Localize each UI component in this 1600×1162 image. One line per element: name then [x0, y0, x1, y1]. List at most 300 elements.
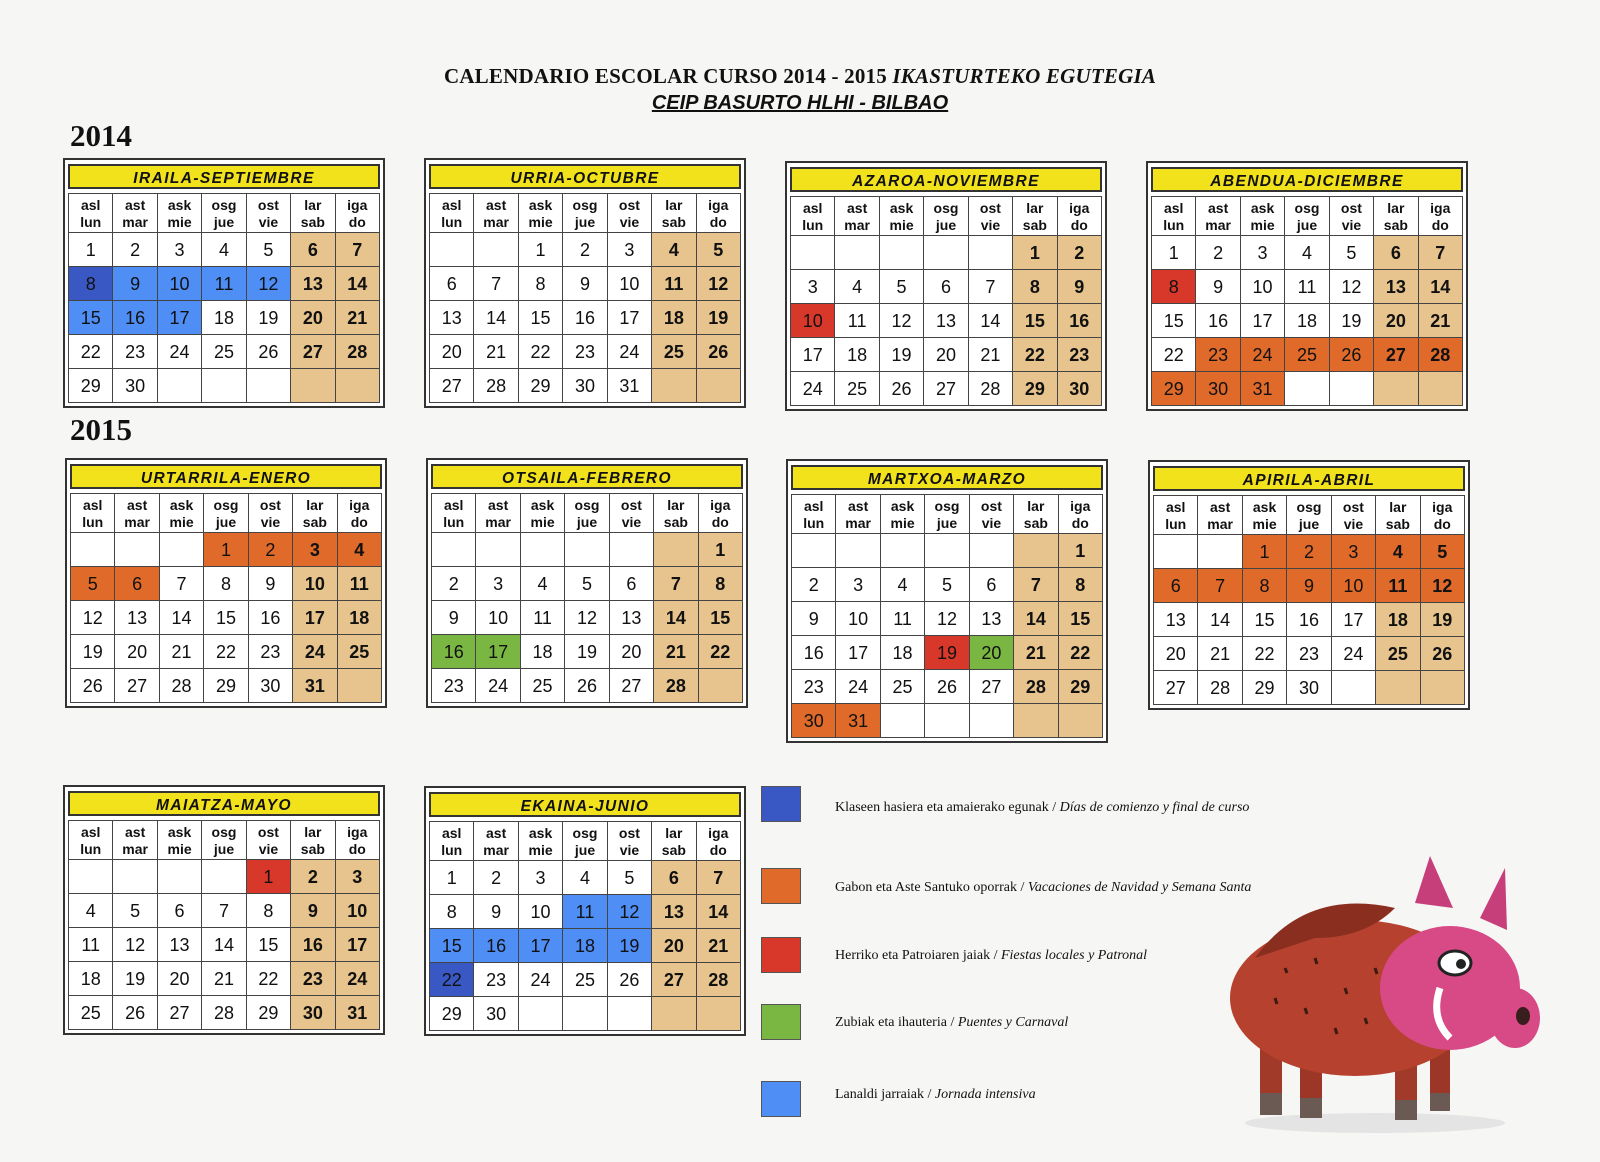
day-cell: 19: [71, 635, 115, 669]
day-cell: 5: [247, 233, 291, 267]
legend-item-start-end: [835, 800, 1249, 816]
weekday-header: [1419, 197, 1463, 236]
weekday-eus: iga: [708, 197, 729, 213]
day-cell: 14: [202, 928, 246, 962]
weekday-header: [563, 822, 607, 861]
day-cell: 10: [476, 601, 520, 635]
day-cell: 29: [247, 996, 291, 1030]
month-header: IRAILA-SEPTIEMBRE: [68, 164, 380, 189]
day-cell: 10: [608, 267, 652, 301]
legend-swatch-start-end: [761, 786, 801, 822]
weekday-eus: ast: [486, 825, 507, 841]
weekday-header: [202, 821, 246, 860]
day-cell: 29: [430, 997, 474, 1031]
empty-cell: [1419, 372, 1463, 406]
day-cell: 11: [563, 895, 607, 929]
weekday-header: [293, 494, 337, 533]
day-cell: 14: [1419, 270, 1463, 304]
day-cell: 4: [881, 568, 925, 602]
day-cell: 17: [608, 301, 652, 335]
day-cell: 20: [291, 301, 335, 335]
day-cell: 6: [158, 894, 202, 928]
day-cell: 7: [202, 894, 246, 928]
weekday-eus: lar: [1387, 200, 1405, 216]
day-cell: 25: [69, 996, 113, 1030]
day-cell: 4: [835, 270, 879, 304]
day-cell: 24: [836, 670, 880, 704]
legend-label-es: Jornada intensiva: [934, 1087, 1036, 1102]
day-cell: 9: [474, 895, 518, 929]
day-cell: 10: [293, 567, 337, 601]
weekday-es: mie: [169, 514, 194, 530]
weekday-es: mar: [844, 217, 870, 233]
day-cell: 19: [247, 301, 291, 335]
day-cell: 25: [563, 963, 607, 997]
day-cell: 9: [249, 567, 293, 601]
calendar-title: [0, 64, 1600, 89]
weekday-header: [836, 495, 880, 534]
weekday-header: [1152, 197, 1196, 236]
legend-label-eus: Gabon eta Aste Santuko oporrak /: [835, 880, 1028, 895]
day-cell: 24: [1241, 338, 1285, 372]
day-cell: 15: [430, 929, 474, 963]
day-cell: 17: [836, 636, 880, 670]
weekday-header: [336, 194, 380, 233]
weekday-es: mar: [122, 841, 148, 857]
weekday-eus: ast: [1208, 200, 1229, 216]
weekday-eus: ost: [618, 197, 640, 213]
legend-label-es: Fiestas locales y Patronal: [1000, 948, 1148, 963]
day-cell: 10: [836, 602, 880, 636]
weekday-header: [336, 821, 380, 860]
day-cell: 3: [158, 233, 202, 267]
day-cell: 12: [247, 267, 291, 301]
day-cell: 31: [293, 669, 337, 703]
month-june: [424, 786, 746, 1036]
day-cell: 2: [249, 533, 293, 567]
weekday-header: [1332, 496, 1376, 535]
day-cell: 4: [202, 233, 246, 267]
day-cell: 11: [521, 601, 565, 635]
empty-cell: [881, 704, 925, 738]
weekday-es: vie: [980, 217, 1001, 233]
day-cell: 10: [791, 304, 835, 338]
day-cell: 5: [1330, 236, 1374, 270]
day-cell: 11: [202, 267, 246, 301]
weekday-eus: iga: [347, 824, 368, 840]
month-header: OTSAILA-FEBRERO: [431, 464, 743, 489]
weekday-eus: iga: [1069, 200, 1090, 216]
day-cell: 31: [1241, 372, 1285, 406]
weekday-eus: lar: [667, 497, 685, 513]
weekday-es: mar: [122, 214, 148, 230]
month-grid: [1153, 495, 1465, 705]
day-cell: 5: [697, 233, 741, 267]
weekday-header: [791, 197, 835, 236]
legend-item-holidays: [835, 880, 1251, 896]
day-cell: 16: [113, 301, 157, 335]
weekday-header: [204, 494, 248, 533]
day-cell: 18: [1285, 304, 1329, 338]
weekday-eus: osg: [211, 824, 237, 840]
day-cell: 7: [474, 267, 518, 301]
weekday-header: [291, 194, 335, 233]
day-cell: 11: [1376, 569, 1420, 603]
day-cell: 6: [610, 567, 654, 601]
day-cell: 1: [519, 233, 563, 267]
empty-cell: [791, 236, 835, 270]
weekday-es: vie: [981, 515, 1002, 531]
weekday-header: [608, 194, 652, 233]
day-cell: 9: [563, 267, 607, 301]
year-2014: 2014: [70, 118, 132, 153]
weekday-eus: asl: [443, 497, 464, 513]
day-cell: 17: [336, 928, 380, 962]
weekday-header: [519, 822, 563, 861]
day-cell: 28: [160, 669, 204, 703]
weekday-header: [1014, 495, 1058, 534]
day-cell: 25: [652, 335, 696, 369]
legend-label-es: Días de comienzo y final de curso: [1059, 800, 1250, 815]
day-cell: 10: [1241, 270, 1285, 304]
day-cell: 13: [970, 602, 1014, 636]
day-cell: 24: [158, 335, 202, 369]
weekday-es: jue: [936, 515, 958, 531]
weekday-eus: lar: [665, 197, 683, 213]
weekday-eus: ask: [889, 200, 914, 216]
day-cell: 30: [474, 997, 518, 1031]
day-cell: 7: [336, 233, 380, 267]
empty-cell: [1059, 704, 1103, 738]
weekday-es: lun: [80, 841, 102, 857]
day-cell: 13: [430, 301, 474, 335]
day-cell: 3: [293, 533, 337, 567]
day-cell: 14: [160, 601, 204, 635]
legend-label-eus: Klaseen hasiera eta amaierako egunak /: [835, 800, 1060, 815]
weekday-header: [160, 494, 204, 533]
day-cell: 13: [291, 267, 335, 301]
day-cell: 23: [1196, 338, 1240, 372]
empty-cell: [160, 533, 204, 567]
day-cell: 31: [836, 704, 880, 738]
day-cell: 16: [474, 929, 518, 963]
weekday-eus: ast: [847, 200, 868, 216]
day-cell: 27: [291, 335, 335, 369]
day-cell: 30: [1058, 372, 1102, 406]
day-cell: 4: [1376, 535, 1420, 569]
empty-cell: [652, 369, 696, 403]
weekday-es: sab: [1383, 217, 1408, 233]
legend-item-bridge: [835, 1015, 1068, 1031]
weekday-es: sab: [300, 214, 325, 230]
month-grid: [429, 193, 741, 403]
weekday-es: sab: [1385, 516, 1410, 532]
weekday-eus: lar: [1027, 498, 1045, 514]
day-cell: 8: [1059, 568, 1103, 602]
day-cell: 4: [1285, 236, 1329, 270]
weekday-es: sab: [300, 841, 325, 857]
weekday-es: jue: [576, 514, 598, 530]
day-cell: 25: [1285, 338, 1329, 372]
weekday-es: lun: [1163, 217, 1185, 233]
empty-cell: [925, 704, 969, 738]
weekday-header: [247, 194, 291, 233]
weekday-eus: asl: [80, 824, 101, 840]
day-cell: 5: [113, 894, 157, 928]
day-cell: 13: [610, 601, 654, 635]
day-cell: 26: [71, 669, 115, 703]
day-cell: 17: [476, 635, 520, 669]
weekday-es: lun: [802, 217, 824, 233]
weekday-header: [1421, 496, 1465, 535]
weekday-eus: ost: [618, 825, 640, 841]
weekday-header: [697, 194, 741, 233]
weekday-es: lun: [82, 514, 104, 530]
weekday-eus: ost: [257, 197, 279, 213]
day-cell: 9: [113, 267, 157, 301]
empty-cell: [158, 369, 202, 403]
legend-swatch-festive: [761, 937, 801, 973]
weekday-header: [652, 822, 696, 861]
day-cell: 14: [1014, 602, 1058, 636]
month-header: URRIA-OCTUBRE: [429, 164, 741, 189]
weekday-es: do: [1071, 515, 1089, 531]
day-cell: 31: [336, 996, 380, 1030]
weekday-header: [1058, 197, 1102, 236]
day-cell: 24: [293, 635, 337, 669]
weekday-es: vie: [619, 842, 640, 858]
day-cell: 8: [519, 267, 563, 301]
weekday-eus: lar: [304, 824, 322, 840]
weekday-eus: osg: [572, 825, 598, 841]
weekday-es: sab: [663, 514, 688, 530]
month-may: [63, 785, 385, 1035]
weekday-header: [563, 194, 607, 233]
empty-cell: [158, 860, 202, 894]
weekday-header: [924, 197, 968, 236]
weekday-eus: asl: [441, 825, 462, 841]
month-grid: [70, 493, 382, 703]
title-main: CALENDARIO ESCOLAR CURSO 2014 - 2015: [443, 64, 887, 88]
day-cell: 27: [158, 996, 202, 1030]
weekday-header: [430, 194, 474, 233]
day-cell: 1: [204, 533, 248, 567]
weekday-es: do: [709, 842, 727, 858]
weekday-header: [1013, 197, 1057, 236]
weekday-eus: ask: [528, 197, 553, 213]
weekday-eus: asl: [441, 197, 462, 213]
day-cell: 1: [247, 860, 291, 894]
day-cell: 21: [654, 635, 698, 669]
day-cell: 22: [69, 335, 113, 369]
day-cell: 18: [69, 962, 113, 996]
month-march: [786, 459, 1108, 743]
weekday-header: [792, 495, 836, 534]
day-cell: 19: [608, 929, 652, 963]
weekday-header: [476, 494, 520, 533]
day-cell: 30: [563, 369, 607, 403]
day-cell: 15: [1013, 304, 1057, 338]
weekday-es: mar: [124, 514, 150, 530]
month-header: AZAROA-NOVIEMBRE: [790, 167, 1102, 192]
day-cell: 29: [69, 369, 113, 403]
day-cell: 12: [697, 267, 741, 301]
weekday-es: vie: [1343, 516, 1364, 532]
day-cell: 27: [970, 670, 1014, 704]
weekday-es: mie: [167, 841, 192, 857]
day-cell: 29: [1013, 372, 1057, 406]
weekday-es: mie: [1252, 516, 1277, 532]
weekday-header: [1285, 197, 1329, 236]
day-cell: 1: [1013, 236, 1057, 270]
day-cell: 11: [835, 304, 879, 338]
day-cell: 27: [115, 669, 159, 703]
weekday-es: jue: [213, 841, 235, 857]
empty-cell: [113, 860, 157, 894]
day-cell: 30: [1287, 671, 1331, 705]
day-cell: 15: [69, 301, 113, 335]
day-cell: 7: [969, 270, 1013, 304]
day-cell: 2: [113, 233, 157, 267]
day-cell: 5: [71, 567, 115, 601]
weekday-es: do: [348, 841, 366, 857]
day-cell: 6: [1374, 236, 1418, 270]
day-cell: 9: [1058, 270, 1102, 304]
weekday-eus: ast: [1210, 499, 1231, 515]
empty-cell: [1285, 372, 1329, 406]
day-cell: 14: [969, 304, 1013, 338]
day-cell: 7: [1419, 236, 1463, 270]
empty-cell: [338, 669, 382, 703]
day-cell: 2: [792, 568, 836, 602]
month-header: URTARRILA-ENERO: [70, 464, 382, 489]
day-cell: 26: [1330, 338, 1374, 372]
weekday-es: do: [709, 214, 727, 230]
weekday-es: mar: [1205, 217, 1231, 233]
day-cell: 3: [1241, 236, 1285, 270]
day-cell: 18: [563, 929, 607, 963]
day-cell: 30: [792, 704, 836, 738]
day-cell: 28: [474, 369, 518, 403]
weekday-es: jue: [213, 214, 235, 230]
day-cell: 16: [563, 301, 607, 335]
month-september: [63, 158, 385, 408]
weekday-es: mar: [483, 214, 509, 230]
day-cell: 17: [1241, 304, 1285, 338]
weekday-header: [1196, 197, 1240, 236]
empty-cell: [970, 534, 1014, 568]
day-cell: 25: [521, 669, 565, 703]
day-cell: 23: [474, 963, 518, 997]
day-cell: 14: [336, 267, 380, 301]
weekday-header: [338, 494, 382, 533]
empty-cell: [247, 369, 291, 403]
day-cell: 14: [654, 601, 698, 635]
empty-cell: [880, 236, 924, 270]
day-cell: 4: [338, 533, 382, 567]
weekday-eus: osg: [213, 497, 239, 513]
day-cell: 23: [113, 335, 157, 369]
weekday-header: [1376, 496, 1420, 535]
empty-cell: [881, 534, 925, 568]
day-cell: 22: [699, 635, 743, 669]
month-october: [424, 158, 746, 408]
day-cell: 19: [113, 962, 157, 996]
weekday-header: [1287, 496, 1331, 535]
weekday-header: [925, 495, 969, 534]
weekday-header: [1241, 197, 1285, 236]
weekday-eus: ast: [127, 497, 148, 513]
day-cell: 7: [654, 567, 698, 601]
weekday-es: vie: [621, 514, 642, 530]
day-cell: 28: [654, 669, 698, 703]
empty-cell: [1014, 534, 1058, 568]
weekday-es: sab: [1022, 217, 1047, 233]
weekday-es: lun: [1165, 516, 1187, 532]
weekday-eus: ost: [620, 497, 642, 513]
empty-cell: [1154, 535, 1198, 569]
empty-cell: [115, 533, 159, 567]
day-cell: 10: [336, 894, 380, 928]
day-cell: 12: [565, 601, 609, 635]
weekday-eus: ask: [530, 497, 555, 513]
weekday-eus: iga: [1430, 200, 1451, 216]
day-cell: 25: [202, 335, 246, 369]
weekday-header: [610, 494, 654, 533]
empty-cell: [699, 669, 743, 703]
weekday-header: [113, 821, 157, 860]
weekday-eus: iga: [1432, 499, 1453, 515]
legend-label-es: Vacaciones de Navidad y Semana Santa: [1027, 880, 1252, 895]
legend-item-festive: [835, 948, 1147, 964]
weekday-header: [202, 194, 246, 233]
weekday-es: mie: [890, 515, 915, 531]
day-cell: 20: [970, 636, 1014, 670]
day-cell: 2: [1058, 236, 1102, 270]
day-cell: 1: [430, 861, 474, 895]
weekday-es: mie: [889, 217, 914, 233]
weekday-header: [565, 494, 609, 533]
day-cell: 27: [430, 369, 474, 403]
day-cell: 22: [1013, 338, 1057, 372]
day-cell: 30: [113, 369, 157, 403]
day-cell: 22: [204, 635, 248, 669]
weekday-eus: osg: [1296, 499, 1322, 515]
weekday-header: [1154, 496, 1198, 535]
day-cell: 27: [924, 372, 968, 406]
day-cell: 7: [160, 567, 204, 601]
day-cell: 20: [610, 635, 654, 669]
day-cell: 26: [1421, 637, 1465, 671]
weekday-eus: lar: [1026, 200, 1044, 216]
weekday-eus: iga: [1070, 498, 1091, 514]
day-cell: 18: [835, 338, 879, 372]
day-cell: 17: [158, 301, 202, 335]
day-cell: 13: [1154, 603, 1198, 637]
day-cell: 11: [1285, 270, 1329, 304]
day-cell: 28: [1198, 671, 1242, 705]
legend-item-intensive: [835, 1087, 1036, 1103]
day-cell: 18: [652, 301, 696, 335]
weekday-es: jue: [574, 214, 596, 230]
day-cell: 30: [291, 996, 335, 1030]
legend-swatch-bridge: [761, 1004, 801, 1040]
day-cell: 2: [1196, 236, 1240, 270]
empty-cell: [71, 533, 115, 567]
empty-cell: [202, 860, 246, 894]
day-cell: 9: [1196, 270, 1240, 304]
weekday-header: [291, 821, 335, 860]
